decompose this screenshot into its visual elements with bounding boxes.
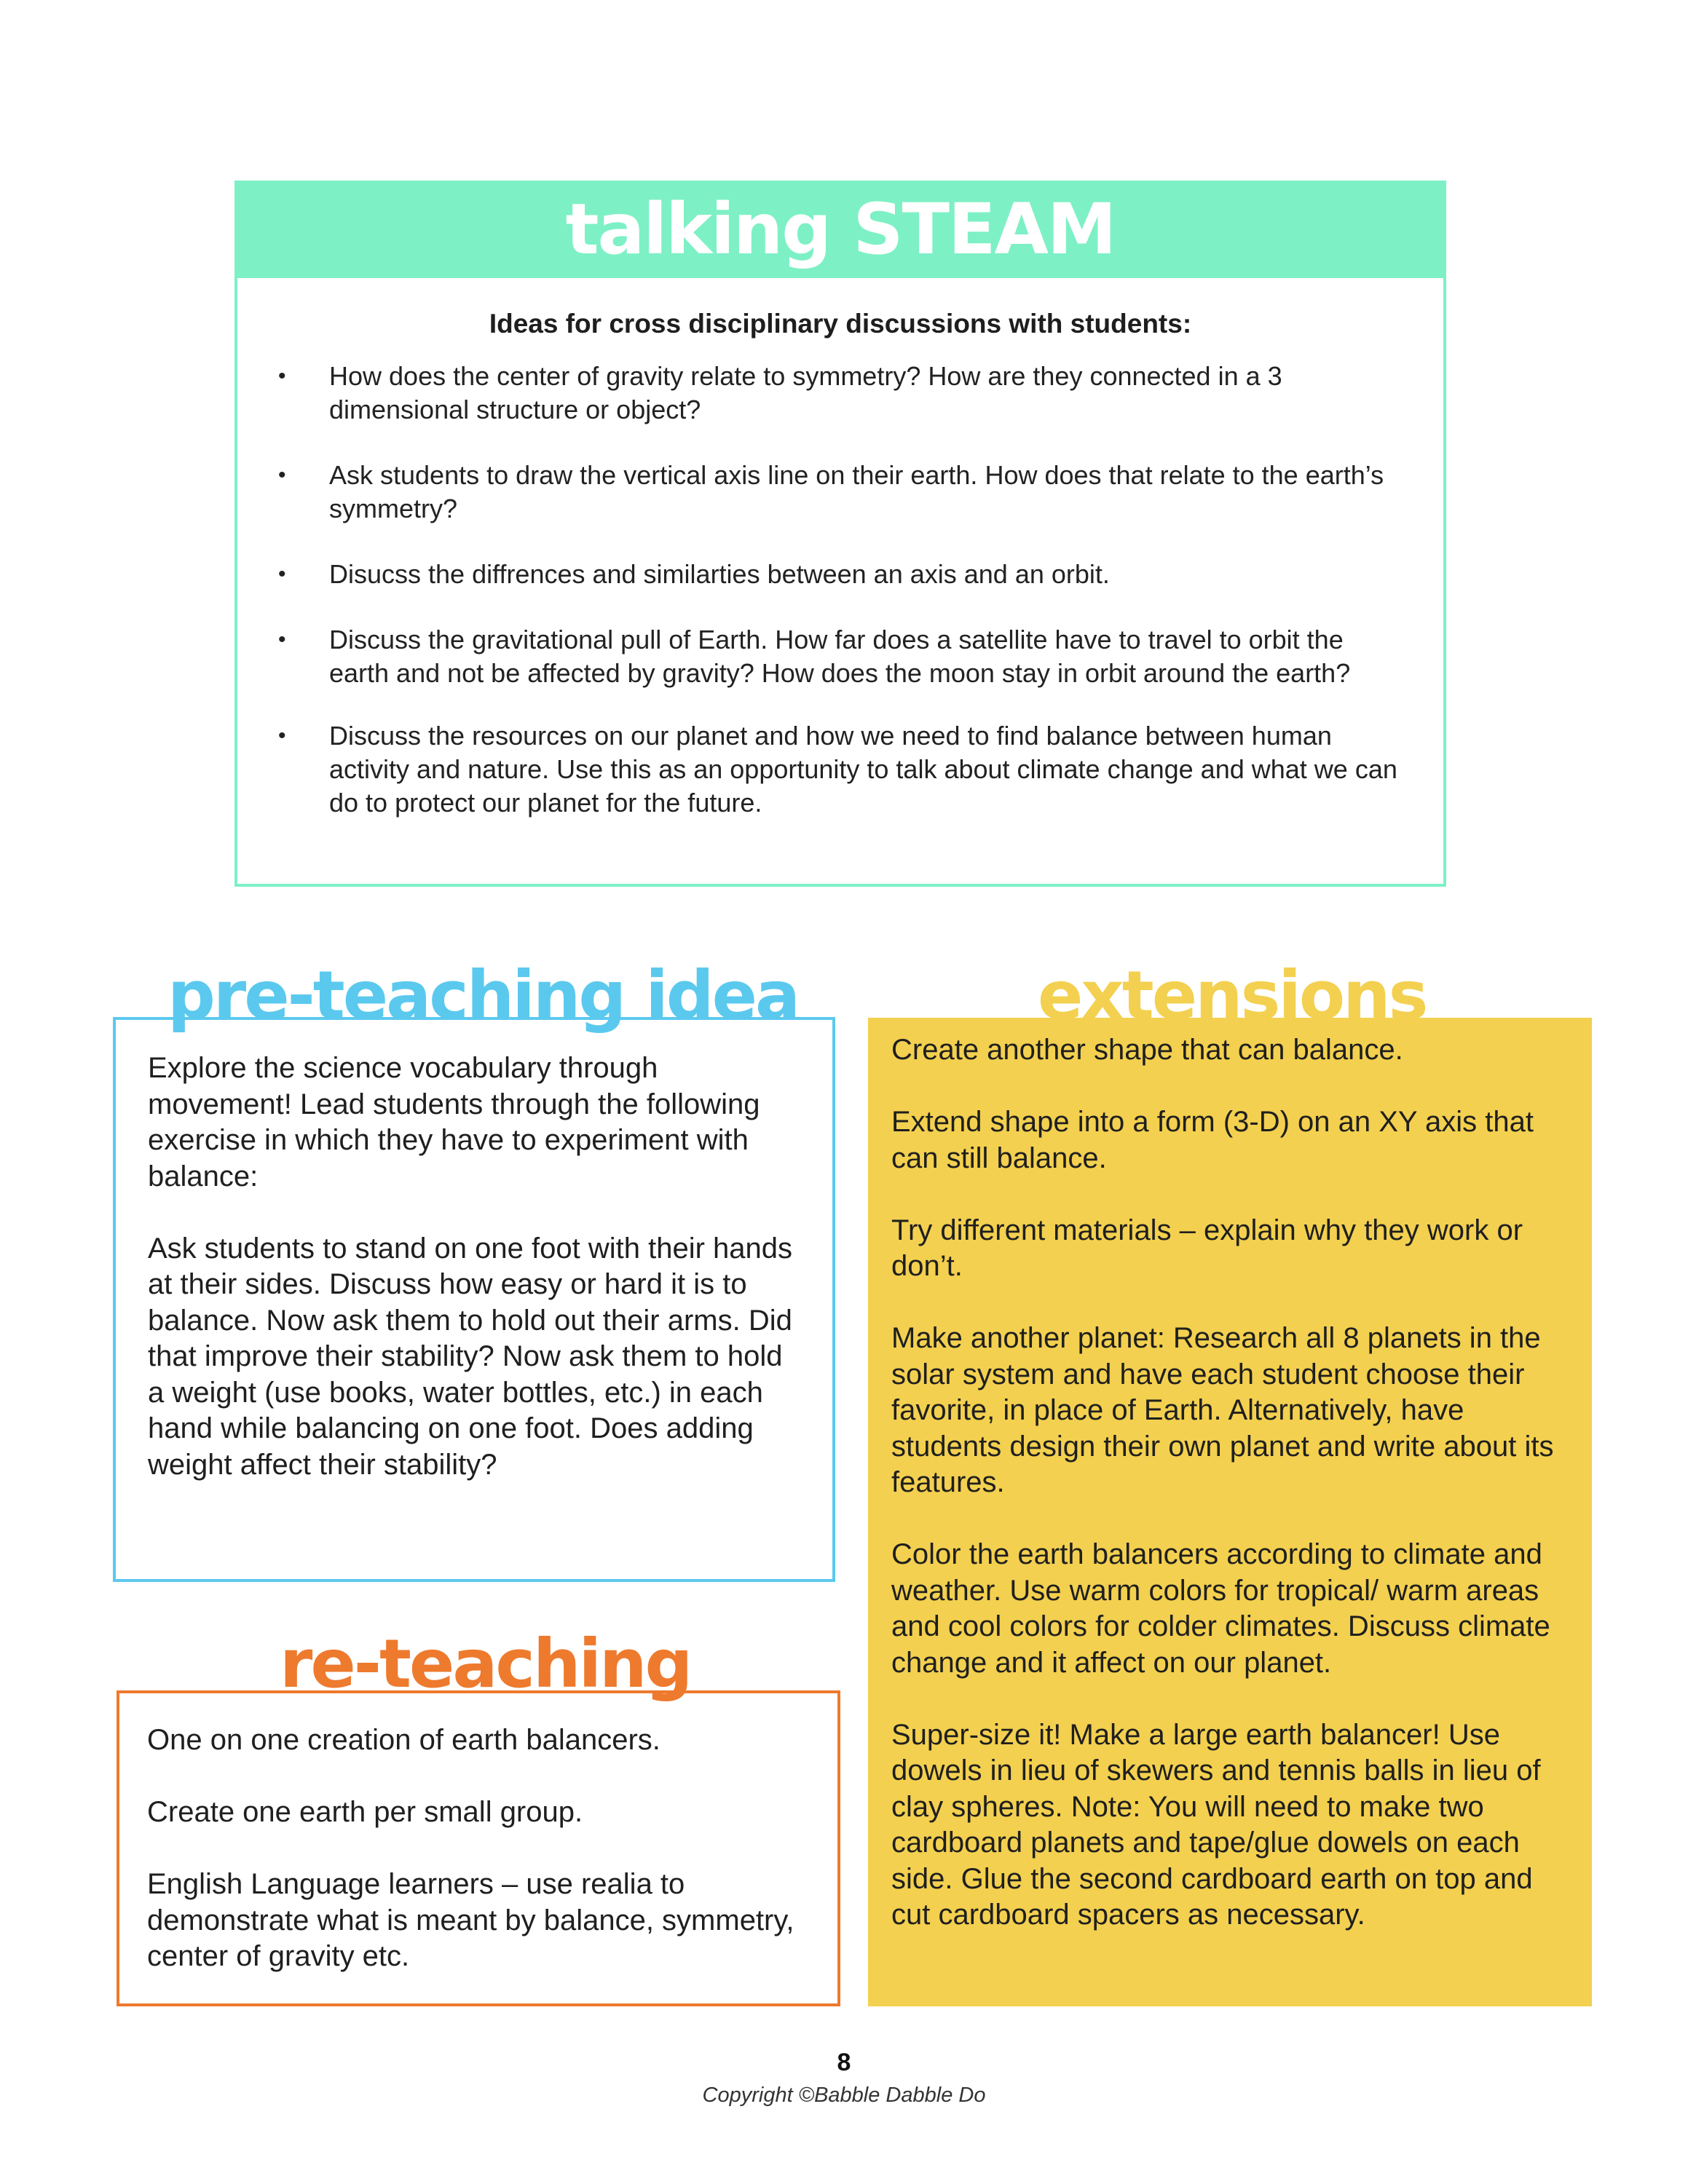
bullet-icon: • bbox=[278, 628, 286, 652]
re-teaching-paragraph: One on one creation of earth balancers. bbox=[147, 1724, 660, 1756]
list-item-text: Discuss the resources on our planet and how we need to find balance between human activity and nature. Use this as an opportunity to talk about climate change and what we can do to protect our planet for the future. bbox=[329, 721, 1397, 818]
list-item bbox=[278, 719, 1403, 820]
discussion-list bbox=[237, 360, 1443, 820]
talking-steam-title: talking STEAM bbox=[237, 183, 1443, 278]
bullet-icon: • bbox=[278, 562, 286, 586]
bullet-icon: • bbox=[278, 724, 286, 748]
extension-paragraph: Make another planet: Research all 8 planets in the solar system and have each student choose their favorite, in place of Earth. Alternatively, have students design their own planet and write about its features. bbox=[891, 1322, 1554, 1498]
pre-teaching-box bbox=[113, 1017, 835, 1582]
pre-teaching-text bbox=[148, 1051, 803, 1483]
talking-steam-subtitle: Ideas for cross disciplinary discussions with students: bbox=[489, 309, 1192, 339]
talking-steam-box bbox=[234, 181, 1446, 887]
extension-paragraph: Color the earth balancers according to climate and weather. Use warm colors for tropical/ warm areas and cool colors for colder climates. Discuss climate change and it affect on our planet. bbox=[891, 1538, 1550, 1679]
copyright-notice: Copyright ©Babble Dabble Do bbox=[702, 2084, 986, 2107]
pre-teaching-paragraph: Explore the science vocabulary through movement! Lead students through the following exercise in which they have to experiment with balance: bbox=[148, 1052, 760, 1192]
list-item bbox=[278, 558, 1403, 591]
extension-paragraph: Try different materials – explain why they work or don’t. bbox=[891, 1214, 1523, 1282]
re-teaching-paragraph: English Language learners – use realia to demonstrate what is meant by balance, symmetry, center of gravity etc. bbox=[147, 1868, 794, 1972]
list-item-text: Discuss the gravitational pull of Earth. How far does a satellite have to travel to orbit the earth and not be affected by gravity? How does the moon stay in orbit around the earth? bbox=[329, 625, 1351, 688]
list-item bbox=[278, 360, 1403, 427]
list-item-text: Disucss the diffrences and similarties between an axis and an orbit. bbox=[329, 559, 1110, 589]
list-item bbox=[278, 459, 1403, 526]
page-number: 8 bbox=[837, 2049, 851, 2076]
list-item-text: How does the center of gravity relate to symmetry? How are they connected in a 3 dimensional structure or object? bbox=[329, 361, 1282, 424]
extension-paragraph: Super-size it! Make a large earth balancer! Use dowels in lieu of skewers and tennis balls in lieu of clay spheres. Note: You will need to make two cardboard planets and tape/glue dowels on each side. Glue the second cardboard earth on top and cut cardboard spacers as necessary. bbox=[891, 1718, 1541, 1931]
pre-teaching-paragraph: Ask students to stand on one foot with their hands at their sides. Discuss how easy or hard it is to balance. Now ask them to hold out their arms. Did that improve their stability? Now ask them to hold a weight (use books, water bottles, etc.) in each hand while balancing on one foot. Does adding weight affect their stability? bbox=[148, 1232, 792, 1481]
extensions-text bbox=[891, 1032, 1564, 1934]
re-teaching-text bbox=[147, 1722, 808, 1975]
bullet-icon: • bbox=[278, 364, 286, 388]
bullet-icon: • bbox=[278, 463, 286, 487]
re-teaching-title: re-teaching bbox=[280, 1625, 691, 1703]
extension-paragraph: Create another shape that can balance. bbox=[891, 1034, 1403, 1066]
extension-paragraph: Extend shape into a form (3-D) on an XY axis that can still balance. bbox=[891, 1106, 1534, 1174]
re-teaching-paragraph: Create one earth per small group. bbox=[147, 1796, 583, 1828]
extensions-box bbox=[868, 1018, 1592, 2006]
re-teaching-box bbox=[117, 1690, 840, 2006]
list-item bbox=[278, 623, 1403, 690]
list-item-text: Ask students to draw the vertical axis line on their earth. How does that relate to the earth’s symmetry? bbox=[329, 460, 1384, 523]
pre-teaching-title: pre-teaching idea bbox=[167, 957, 799, 1034]
extensions-title: extensions bbox=[1038, 957, 1427, 1034]
